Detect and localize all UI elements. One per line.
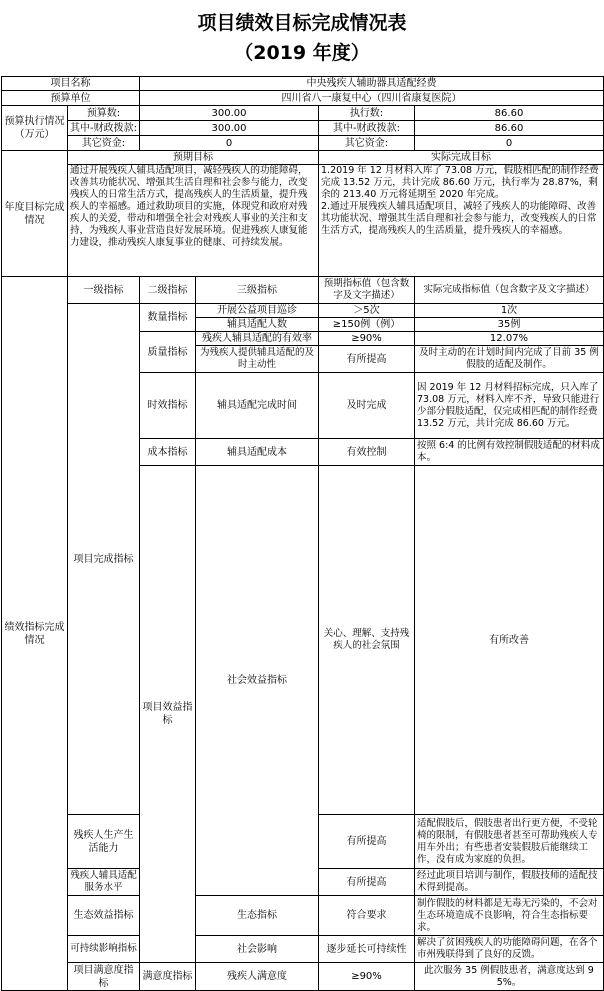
- performance-table: [1, 76, 604, 991]
- budget-amount-label: 预算数:: [68, 106, 140, 121]
- table-row: [2, 277, 604, 304]
- output-indicator-label: 项目完成指标: [68, 304, 140, 815]
- indicator-l3: 生态指标: [196, 896, 319, 936]
- indicator-planned: ＞5次: [319, 304, 415, 318]
- other-exec-label: 其它资金:: [319, 136, 415, 151]
- annual-section-label: 年度目标完成情况: [2, 151, 68, 277]
- budget-unit-label: 预算单位: [2, 91, 140, 106]
- table-row: [2, 151, 604, 165]
- indicator-l3: 为残疾人提供辅具适配的及时主动性: [196, 346, 319, 373]
- indicator-actual: 此次服务 35 例假肢患者，满意度达到 95%。: [415, 963, 604, 991]
- budget-unit-value: 四川省八一康复中心（四川省康复医院）: [140, 91, 604, 106]
- fiscal-budget-label: 其中-财政拨款:: [68, 121, 140, 136]
- other-budget-label: 其它资金:: [68, 136, 140, 151]
- col-level1-header: 一级指标: [68, 277, 140, 304]
- indicator-l3: 残疾人辅具适配的有效率: [196, 332, 319, 346]
- indicator-actual: 按照 6:4 的比例有效控制假肢适配的材料成本。: [415, 439, 604, 466]
- project-name-value: 中央残疾人辅助器具适配经费: [140, 77, 604, 91]
- page-title: 项目绩效目标完成情况表: [197, 12, 407, 34]
- indicator-actual: 因 2019 年 12 月材料招标完成，只入库了 73.08 万元，材料入库不齐，导致只能进行少部分假肢适配，仅完成相匹配的制作经费 13.52 万元，共计完成 86.60 万元。: [415, 373, 604, 439]
- planned-goal-header: 预期目标: [68, 151, 319, 165]
- indicator-actual: 经过此项目培训与制作，假肢技师的适配技术得到提高。: [415, 869, 604, 896]
- indicator-actual: 解决了贫困残疾人的功能障碍问题，在各个市州残联得到了良好的反馈。: [415, 936, 604, 963]
- col-level3-header: 三级指标: [196, 277, 319, 304]
- indicator-planned: 有效控制: [319, 439, 415, 466]
- table-row: [2, 165, 604, 277]
- col-planned-header: 预期指标值（包含数字及文字描述）: [319, 277, 415, 304]
- table-row: [2, 896, 604, 936]
- col-actual-header: 实际完成指标值（包含数字及文字描述）: [415, 277, 604, 304]
- budget-amount-value: 300.00: [140, 106, 319, 121]
- benefit-indicator-label: 项目效益指标: [140, 466, 196, 963]
- indicator-planned: 逐步延长可持续性: [319, 936, 415, 963]
- actual-goal-header: 实际完成目标: [319, 151, 604, 165]
- table-row: [2, 106, 604, 121]
- budget-section-label: 预算执行情况（万元）: [2, 106, 68, 151]
- table-row: [2, 963, 604, 991]
- ecology-indicator-label: 生态效益指标: [68, 896, 140, 936]
- table-row: [2, 77, 604, 91]
- indicator-l3: 残疾人辅具适配服务水平: [68, 869, 140, 896]
- indicator-planned: ≥90%: [319, 963, 415, 991]
- fiscal-exec-label: 其中-财政拨款:: [319, 121, 415, 136]
- indicator-l3: 辅具适配成本: [196, 439, 319, 466]
- satisfy-indicator-label: 满意度指标: [140, 963, 196, 991]
- quality-indicator-label: 质量指标: [140, 332, 196, 373]
- table-row: [2, 304, 604, 318]
- cost-indicator-label: 成本指标: [140, 439, 196, 466]
- other-exec-value: 0: [415, 136, 604, 151]
- indicator-planned: 有所提高: [319, 869, 415, 896]
- social-indicator-label: 社会效益指标: [196, 466, 319, 896]
- indicator-actual: 12.07%: [415, 332, 604, 346]
- other-budget-value: 0: [140, 136, 319, 151]
- quantity-indicator-label: 数量指标: [140, 304, 196, 332]
- exec-amount-value: 86.60: [415, 106, 604, 121]
- indicator-planned: ≥90%: [319, 332, 415, 346]
- indicator-l3: 辅具适配完成时间: [196, 373, 319, 439]
- indicator-l3: 社会影响: [196, 936, 319, 963]
- table-row: [2, 91, 604, 106]
- indicator-l3: 开展公益项目巡诊: [196, 304, 319, 318]
- exec-amount-label: 执行数:: [319, 106, 415, 121]
- indicator-actual: 适配假肢后，假肢患者出行更方便，不受轮椅的限制，有假肢患者甚至可帮助残疾人专用车外出；有些患者安装假肢后能继续工作，没有成为家庭的负担。: [415, 815, 604, 869]
- indicator-l3: 辅具适配人数: [196, 318, 319, 332]
- indicator-planned: 符合要求: [319, 896, 415, 936]
- indicator-actual: 1次: [415, 304, 604, 318]
- indicator-planned: ≥150例（例）: [319, 318, 415, 332]
- indicator-l3: 关心、理解、支持残疾人的社会氛围: [319, 466, 415, 815]
- indicator-planned: 有所改善: [415, 466, 604, 815]
- table-row: [2, 136, 604, 151]
- indicator-actual: 制作假肢的材料都是无毒无污染的，不会对生态环境造成不良影响，符合生态指标要求。: [415, 896, 604, 936]
- table-row: [2, 121, 604, 136]
- indicator-planned: 有所提高: [319, 815, 415, 869]
- project-name-label: 项目名称: [2, 77, 140, 91]
- table-row: [2, 936, 604, 963]
- sustain-indicator-label: 可持续影响指标: [68, 936, 140, 963]
- indicator-planned: 有所提高: [319, 346, 415, 373]
- fiscal-budget-value: 300.00: [140, 121, 319, 136]
- indicator-planned: 及时完成: [319, 373, 415, 439]
- indicator-section-label: 绩效指标完成情况: [2, 277, 68, 991]
- fiscal-exec-value: 86.60: [415, 121, 604, 136]
- planned-goal-text: 通过开展残疾人辅具适配项目，减轻残疾人的功能障碍，改善其功能状况、增强其生活自理和社会参与能力，改变残疾人的日常生活方式，提高残疾人的生活质量，提升残疾人的幸福感。通过救助项目的实施，体现党和政府对残疾人的关爱，带动和增强全社会对残疾人事业的关注和支持，为残疾人事业营造良好发展环境。促进残疾人康复能力建设，推动残疾人康复事业的健康、可持续发展。: [68, 165, 319, 277]
- indicator-l3: 残疾人满意度: [196, 963, 319, 991]
- indicator-l3: 残疾人生产生活能力: [68, 815, 140, 869]
- satisfaction-indicator-label: 项目满意度指标: [68, 963, 140, 991]
- col-level2-header: 二级指标: [140, 277, 196, 304]
- page-subtitle: （2019 年度）: [234, 42, 370, 64]
- indicator-actual: 35例: [415, 318, 604, 332]
- timeliness-indicator-label: 时效指标: [140, 373, 196, 439]
- actual-goal-text: 1.2019 年 12 月材料入库了 73.08 万元，假肢相匹配的制作经费完成 13.52 万元，共计完成 86.60 万元，执行率为 28.87%，剩余的 213.40 万元将延期至 2020 年完成。 2.通过开展残疾人辅具适配项目，减轻了残疾人的功能障碍、改善其功能状况、增强其生活自理和社会参与能力，改变残疾人的日常生活方式，提高残疾人的生活质量，提升残疾人的幸福感。: [319, 165, 604, 277]
- indicator-actual: 及时主动的在计划时间内完成了目前 35 例假肢的适配及制作。: [415, 346, 604, 373]
